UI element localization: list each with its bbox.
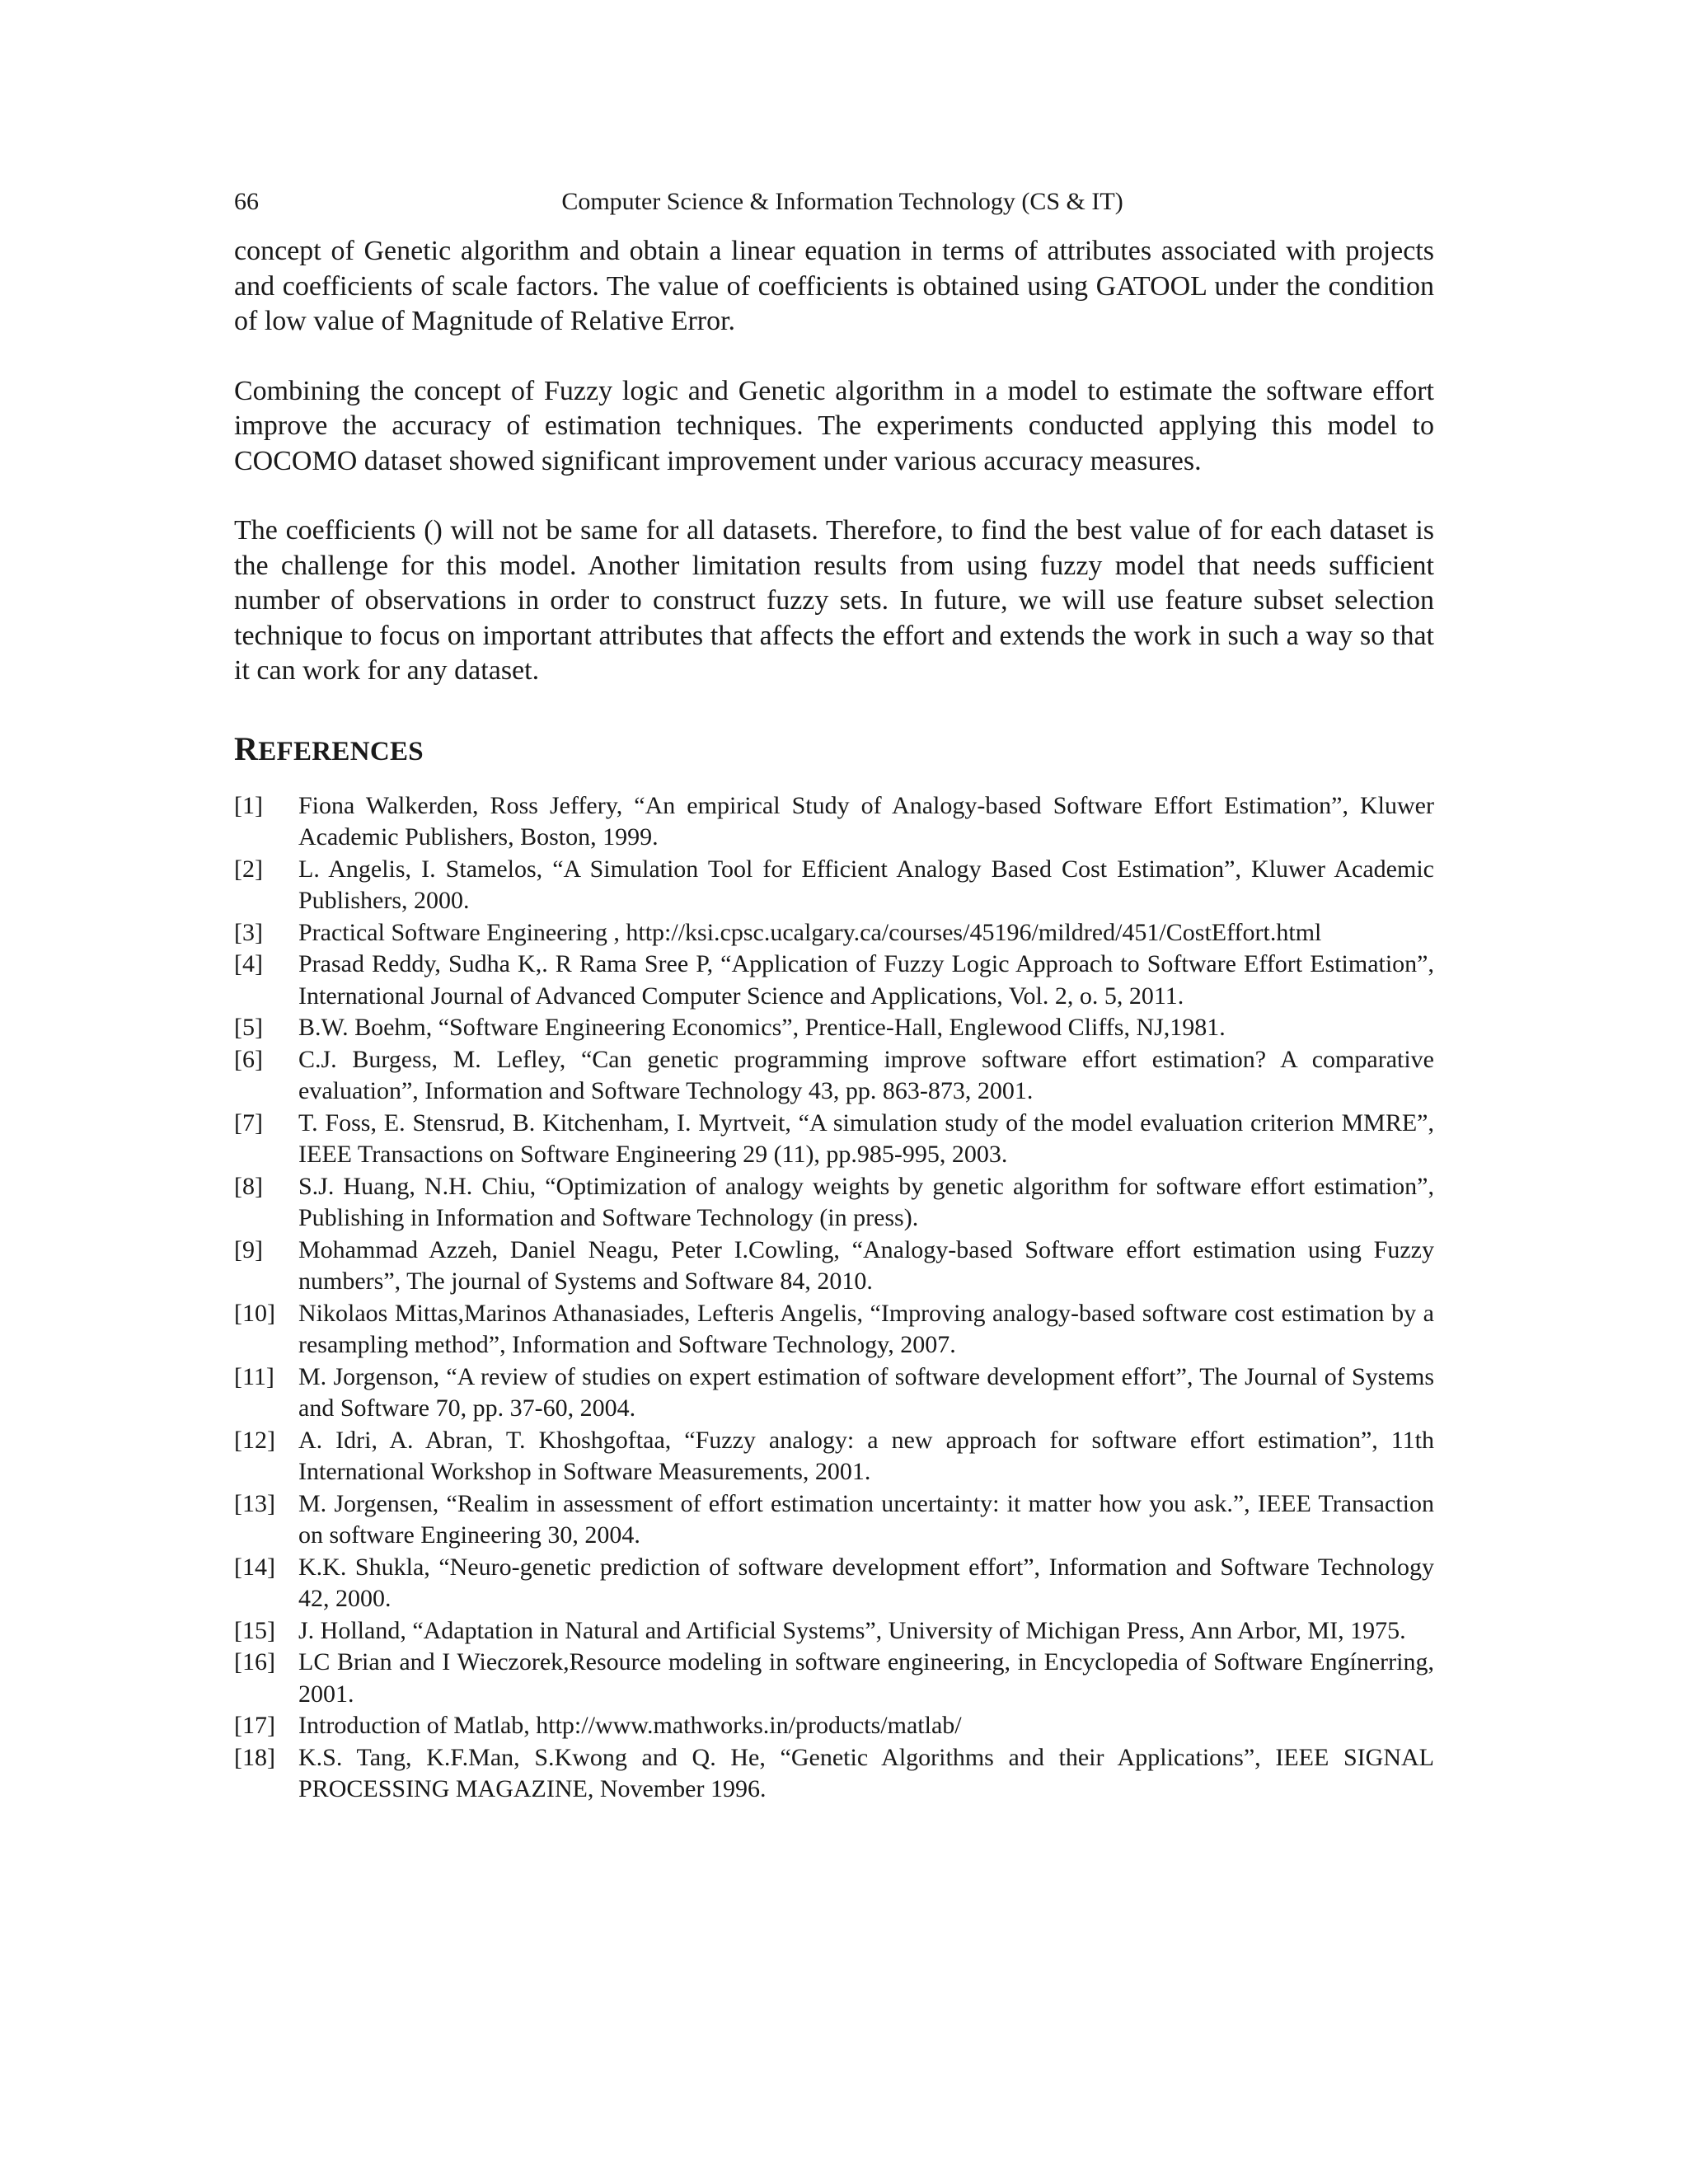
reference-text: L. Angelis, I. Stamelos, “A Simulation Tool for Efficient Analogy Based Cost Estimation”, Kluwer Academic Publishers, 2000. <box>298 855 1434 914</box>
running-header <box>234 183 1434 221</box>
reference-number: [1] <box>234 791 263 819</box>
reference-number: [3] <box>234 918 263 946</box>
reference-item <box>234 1361 1434 1425</box>
reference-text: K.K. Shukla, “Neuro-genetic prediction of software development effort”, Information and Software Technology 42, 2000. <box>298 1553 1434 1612</box>
reference-item <box>234 1012 1434 1044</box>
references-heading <box>234 729 1434 772</box>
reference-text: Nikolaos Mittas,Marinos Athanasiades, Lefteris Angelis, “Improving analogy-based software cost estimation by a resampling method”, Information and Software Technology, 2007. <box>298 1299 1434 1358</box>
reference-text: Prasad Reddy, Sudha K,. R Rama Sree P, “Application of Fuzzy Logic Approach to Software Effort Estimation”, International Journal of Advanced Computer Science and Applications, Vol. 2, o. 5, 2011. <box>298 950 1434 1010</box>
body-paragraph: The coefficients () will not be same for all datasets. Therefore, to find the best value of for each dataset is the challenge for this model. Another limitation results from using fuzzy model that needs sufficient number of observations in order to construct fuzzy sets. In future, we will use feature subset selection technique to focus on important attributes that affects the effort and extends the work in such a way so that it can work for any dataset. <box>234 515 1434 686</box>
reference-number: [18] <box>234 1743 275 1771</box>
reference-item <box>234 1044 1434 1108</box>
reference-item <box>234 1552 1434 1615</box>
reference-item <box>234 949 1434 1012</box>
references-heading-initial: R <box>234 729 259 767</box>
reference-text: B.W. Boehm, “Software Engineering Economics”, Prentice-Hall, Englewood Cliffs, NJ,1981. <box>298 1014 1226 1041</box>
reference-text: Mohammad Azzeh, Daniel Neagu, Peter I.Cowling, “Analogy-based Software effort estimation using Fuzzy numbers”, The journal of Systems and Software 84, 2010. <box>298 1235 1434 1295</box>
reference-number: [8] <box>234 1172 263 1200</box>
reference-text: Introduction of Matlab, http://www.mathworks.in/products/matlab/ <box>298 1712 962 1739</box>
reference-number: [17] <box>234 1712 275 1739</box>
page-number: 66 <box>234 188 259 215</box>
reference-number: [14] <box>234 1553 275 1581</box>
reference-text: Practical Software Engineering , http://ksi.cpsc.ucalgary.ca/courses/45196/mildred/451/CostEffort.html <box>298 918 1322 946</box>
reference-number: [9] <box>234 1235 263 1263</box>
paper-page <box>234 183 1434 1806</box>
reference-number: [4] <box>234 950 263 977</box>
body-paragraph: Combining the concept of Fuzzy logic and Genetic algorithm in a model to estimate the software effort improve the accuracy of estimation techniques. The experiments conducted applying this model to COCOMO dataset showed significant improvement under various accuracy measures. <box>234 375 1434 476</box>
journal-title: Computer Science & Information Technology (CS & IT) <box>561 188 1123 215</box>
reference-item <box>234 917 1434 949</box>
reference-number: [11] <box>234 1362 274 1390</box>
reference-item <box>234 1108 1434 1171</box>
reference-text: A. Idri, A. Abran, T. Khoshgoftaa, “Fuzzy analogy: a new approach for software effort estimation”, 11th International Workshop in Software Measurements, 2001. <box>298 1426 1434 1485</box>
reference-number: [10] <box>234 1299 275 1327</box>
reference-text: K.S. Tang, K.F.Man, S.Kwong and Q. He, “Genetic Algorithms and their Applications”, IEEE SIGNAL PROCESSING MAGAZINE, November 1996. <box>298 1743 1434 1802</box>
reference-item <box>234 1425 1434 1488</box>
reference-text: Fiona Walkerden, Ross Jeffery, “An empirical Study of Analogy-based Software Effort Estimation”, Kluwer Academic Publishers, Boston, 1999. <box>298 791 1434 851</box>
reference-item <box>234 1298 1434 1361</box>
reference-text: J. Holland, “Adaptation in Natural and Artificial Systems”, University of Michigan Press, Ann Arbor, MI, 1975. <box>298 1616 1406 1644</box>
reference-text: C.J. Burgess, M. Lefley, “Can genetic programming improve software effort estimation? A comparative evaluation”, Information and Software Technology 43, pp. 863-873, 2001. <box>298 1045 1434 1104</box>
reference-number: [7] <box>234 1108 263 1137</box>
reference-item <box>234 1171 1434 1235</box>
reference-number: [16] <box>234 1648 275 1675</box>
reference-text: S.J. Huang, N.H. Chiu, “Optimization of analogy weights by genetic algorithm for software effort estimation”, Publishing in Information and Software Technology (in press). <box>298 1172 1434 1231</box>
reference-number: [2] <box>234 855 263 883</box>
body-paragraph: concept of Genetic algorithm and obtain a linear equation in terms of attributes associated with projects and coefficients of scale factors. The value of coefficients is obtained using GATOOL under the condition of low value of Magnitude of Relative Error. <box>234 236 1434 336</box>
reference-number: [12] <box>234 1426 275 1454</box>
reference-text: M. Jorgensen, “Realim in assessment of effort estimation uncertainty: it matter how you ask.”, IEEE Transaction on software Engineering 30, 2004. <box>298 1489 1434 1549</box>
reference-text: M. Jorgenson, “A review of studies on expert estimation of software development effort”, The Journal of Systems and Software 70, pp. 37-60, 2004. <box>298 1362 1434 1422</box>
reference-number: [5] <box>234 1014 263 1041</box>
reference-item <box>234 1647 1434 1710</box>
reference-number: [6] <box>234 1045 263 1073</box>
reference-item <box>234 854 1434 917</box>
references-heading-rest: EFERENCES <box>258 736 424 766</box>
reference-item <box>234 1488 1434 1552</box>
reference-text: LC Brian and I Wieczorek,Resource modeling in software engineering, in Encyclopedia of Software Engínerring, 2001. <box>298 1648 1434 1708</box>
reference-item <box>234 790 1434 854</box>
reference-text: T. Foss, E. Stensrud, B. Kitchenham, I. Myrtveit, “A simulation study of the model evaluation criterion MMRE”, IEEE Transactions on Software Engineering 29 (11), pp.985-995, 2003. <box>298 1108 1434 1168</box>
reference-item <box>234 1615 1434 1647</box>
reference-number: [15] <box>234 1616 275 1644</box>
reference-item <box>234 1710 1434 1742</box>
reference-list <box>234 790 1434 1806</box>
reference-item <box>234 1235 1434 1298</box>
reference-item <box>234 1742 1434 1806</box>
reference-number: [13] <box>234 1489 275 1517</box>
